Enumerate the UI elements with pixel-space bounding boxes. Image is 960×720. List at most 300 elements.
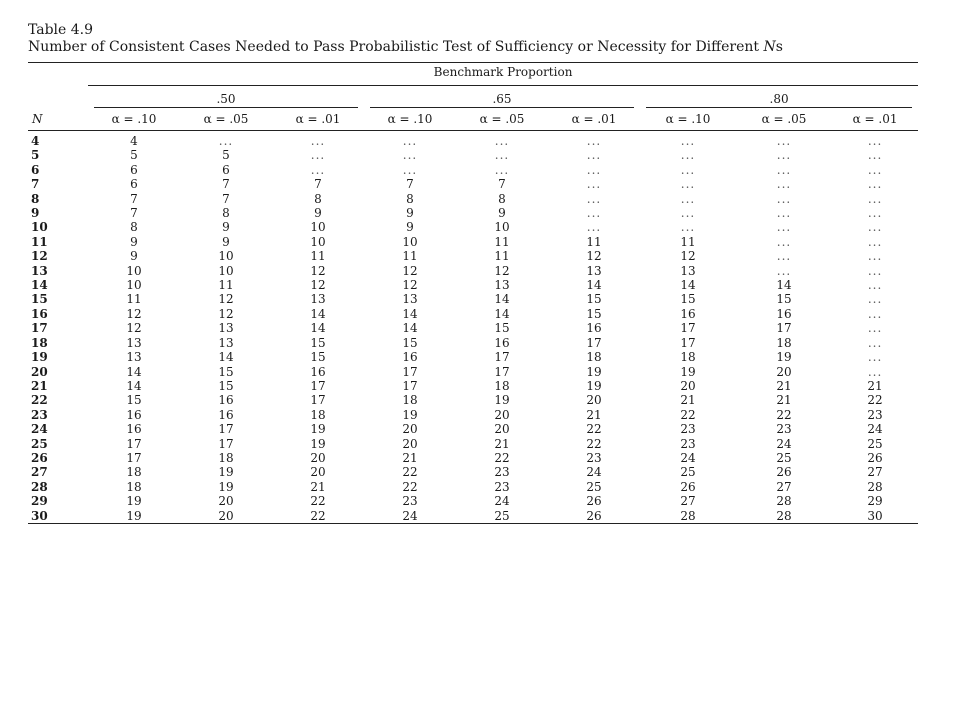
row-n-value: 26 [31, 450, 48, 465]
cell-value: 21 [494, 436, 510, 451]
cell-value: 22 [402, 465, 418, 480]
cell-value: ... [776, 249, 792, 264]
cell-value: 10 [218, 249, 234, 264]
cell-value: 11 [126, 292, 142, 307]
cell-value: 26 [548, 509, 640, 524]
cell-value: 19 [218, 479, 234, 494]
table-row [28, 278, 918, 292]
cell-value: 17 [218, 436, 234, 451]
cell-value: 28 [640, 509, 736, 524]
cell-value: 27 [776, 479, 792, 494]
cell-value: 14 [494, 306, 510, 321]
table-row [28, 307, 918, 321]
cell-value: 10 [126, 278, 142, 293]
cell-value: ... [867, 177, 883, 192]
cell-value: 17 [402, 378, 418, 393]
alpha-header: α = .01 [548, 108, 640, 131]
cell-value: 17 [310, 393, 326, 408]
cell-value: 24 [586, 465, 602, 480]
title-italic-n: N [763, 39, 776, 55]
cell-value: 20 [218, 494, 234, 509]
cell-value: 13 [310, 292, 326, 307]
cell-value: ... [867, 364, 883, 379]
row-n-value: 20 [31, 364, 48, 379]
cell-value: 19 [680, 364, 696, 379]
cell-value: ... [586, 220, 602, 235]
cell-value: 22 [680, 407, 696, 422]
cell-value: 21 [310, 479, 326, 494]
cell-value: 22 [494, 450, 510, 465]
cell-value: 21 [776, 378, 792, 393]
cell-value: 13 [126, 335, 142, 350]
cell-value: ... [867, 292, 883, 307]
cell-value: 29 [867, 494, 883, 509]
cell-value: 26 [586, 494, 602, 509]
cell-value: ... [867, 234, 883, 249]
cell-value: 16 [586, 321, 602, 336]
row-n-value: 11 [31, 234, 48, 249]
cell-value: 19 [88, 509, 180, 524]
cell-value: 27 [867, 465, 883, 480]
cell-value: 23 [494, 479, 510, 494]
cell-value: 16 [776, 306, 792, 321]
cell-value: ... [776, 220, 792, 235]
table-row [28, 249, 918, 263]
cell-value: 16 [126, 407, 142, 422]
cell-value: 15 [586, 306, 602, 321]
cell-value: ... [586, 148, 602, 163]
cell-value: 25 [680, 465, 696, 480]
cell-value: 14 [310, 306, 326, 321]
cell-value: 28 [867, 479, 883, 494]
cell-value: 17 [126, 436, 142, 451]
cell-value: 20 [402, 422, 418, 437]
cell-value: 14 [402, 321, 418, 336]
cell-value: 22 [586, 422, 602, 437]
cell-value: 9 [498, 206, 506, 221]
cell-value: 23 [776, 422, 792, 437]
cell-value: 16 [126, 422, 142, 437]
cell-value: 7 [130, 191, 138, 206]
alpha-header: α = .01 [832, 108, 918, 131]
cell-value: 23 [494, 465, 510, 480]
cell-value: 8 [130, 220, 138, 235]
cell-value: ... [867, 335, 883, 350]
cell-value: ... [680, 148, 696, 163]
cell-value: ... [867, 249, 883, 264]
cell-value: 18 [586, 350, 602, 365]
cell-value: 11 [494, 249, 510, 264]
cell-value: 18 [218, 450, 234, 465]
table-row [28, 163, 918, 177]
table-row [28, 148, 918, 162]
cell-value: 15 [776, 292, 792, 307]
table-label: Table 4.9 [28, 22, 94, 38]
cell-value: 12 [218, 292, 234, 307]
proportion-header-65: .65 [370, 92, 634, 108]
cell-value: 23 [680, 422, 696, 437]
row-n-value: 18 [31, 335, 48, 350]
alpha-header: α = .05 [736, 108, 832, 131]
cell-value: ... [776, 162, 792, 177]
cell-value: 24 [494, 494, 510, 509]
cell-value: ... [402, 148, 418, 163]
cell-value: 22 [402, 479, 418, 494]
row-n-value: 28 [31, 479, 48, 494]
cell-value: 21 [776, 393, 792, 408]
cell-value: ... [494, 134, 510, 148]
cell-value: ... [776, 263, 792, 278]
row-n-value: 8 [31, 191, 40, 206]
cell-value: 11 [402, 249, 418, 264]
benchmark-header: Benchmark Proportion [433, 65, 573, 79]
cell-value: ... [867, 321, 883, 336]
cell-value: 9 [130, 234, 138, 249]
alpha-header-row [28, 108, 918, 131]
table-row [28, 220, 918, 234]
cell-value: 12 [680, 249, 696, 264]
cell-value: ... [586, 177, 602, 192]
cell-value: 20 [310, 465, 326, 480]
cell-value: 20 [180, 509, 272, 524]
cell-value: 16 [494, 335, 510, 350]
cell-value: 16 [218, 393, 234, 408]
cell-value: 13 [218, 321, 234, 336]
cell-value: 9 [130, 249, 138, 264]
cell-value: 27 [680, 494, 696, 509]
row-n-value: 23 [31, 407, 48, 422]
row-n-value: 19 [31, 350, 48, 365]
cell-value: ... [776, 177, 792, 192]
table-row [28, 264, 918, 278]
cell-value: 28 [736, 509, 832, 524]
cell-value: ... [867, 148, 883, 163]
cell-value: 15 [586, 292, 602, 307]
cell-value: 19 [494, 393, 510, 408]
table-row [28, 393, 918, 407]
cell-value: 13 [494, 278, 510, 293]
table-row [28, 509, 918, 524]
cell-value: 19 [126, 494, 142, 509]
cell-value: 6 [222, 162, 230, 177]
cell-value: ... [494, 162, 510, 177]
cell-value: 20 [586, 393, 602, 408]
cell-value: 30 [832, 509, 918, 524]
cell-value: 22 [272, 509, 364, 524]
cell-value: 11 [680, 234, 696, 249]
cell-value: ... [867, 162, 883, 177]
cell-value: 10 [218, 263, 234, 278]
cell-value: 25 [456, 509, 548, 524]
cell-value: 22 [310, 494, 326, 509]
row-n-value: 12 [31, 249, 48, 264]
row-n-value: 7 [31, 177, 40, 192]
cell-value: 12 [126, 321, 142, 336]
row-n-value: 5 [31, 148, 40, 163]
cell-value: 7 [130, 206, 138, 221]
cell-value: 11 [218, 278, 234, 293]
table-container [28, 22, 918, 524]
cell-value: 17 [218, 422, 234, 437]
cell-value: 18 [680, 350, 696, 365]
cell-value: 14 [680, 278, 696, 293]
cell-value: 19 [776, 350, 792, 365]
table-row [28, 365, 918, 379]
cell-value: ... [680, 220, 696, 235]
cell-value: 12 [402, 278, 418, 293]
cell-value: 12 [310, 263, 326, 278]
cell-value: 11 [310, 249, 326, 264]
cell-value: 21 [586, 407, 602, 422]
cell-value: 15 [680, 292, 696, 307]
cell-value: 17 [126, 450, 142, 465]
cell-value: 17 [494, 364, 510, 379]
cell-value: 26 [680, 479, 696, 494]
data-table [28, 63, 918, 524]
cell-value: 17 [586, 335, 602, 350]
alpha-header: α = .01 [272, 108, 364, 131]
cell-value: ... [867, 134, 883, 148]
cell-value: 17 [680, 335, 696, 350]
table-row [28, 292, 918, 306]
cell-value: 12 [586, 249, 602, 264]
table-row [28, 131, 918, 149]
cell-value: 19 [402, 407, 418, 422]
row-n-value: 27 [31, 465, 48, 480]
cell-value: ... [586, 134, 602, 148]
row-n-value: 6 [31, 162, 40, 177]
cell-value: 9 [406, 206, 414, 221]
cell-value: 7 [222, 177, 230, 192]
cell-value: ... [680, 134, 696, 148]
cell-value: 15 [310, 350, 326, 365]
row-n-value: 9 [31, 206, 40, 221]
row-n-value: 24 [31, 422, 48, 437]
cell-value: ... [776, 148, 792, 163]
cell-value: 10 [494, 220, 510, 235]
cell-value: 10 [402, 234, 418, 249]
cell-value: 18 [402, 393, 418, 408]
cell-value: 4 [130, 134, 138, 148]
cell-value: 10 [310, 234, 326, 249]
cell-value: 7 [406, 177, 414, 192]
cell-value: 22 [776, 407, 792, 422]
table-row [28, 350, 918, 364]
cell-value: 18 [126, 479, 142, 494]
cell-value: 21 [680, 393, 696, 408]
row-n-value: 22 [31, 393, 48, 408]
cell-value: 24 [364, 509, 456, 524]
cell-value: 6 [130, 162, 138, 177]
cell-value: 7 [222, 191, 230, 206]
cell-value: 8 [222, 206, 230, 221]
table-row [28, 206, 918, 220]
cell-value: ... [680, 206, 696, 221]
cell-value: 5 [130, 148, 138, 163]
cell-value: 18 [494, 378, 510, 393]
cell-value: 24 [680, 450, 696, 465]
cell-value: 16 [680, 306, 696, 321]
alpha-header: α = .05 [180, 108, 272, 131]
cell-value: 13 [126, 350, 142, 365]
cell-value: 8 [314, 191, 322, 206]
cell-value: 17 [680, 321, 696, 336]
cell-value: 5 [222, 148, 230, 163]
row-n-value: 14 [31, 278, 48, 293]
cell-value: 14 [126, 378, 142, 393]
cell-value: 16 [310, 364, 326, 379]
cell-value: 15 [494, 321, 510, 336]
proportion-header-80: .80 [646, 92, 912, 108]
alpha-header: α = .10 [88, 108, 180, 131]
cell-value: ... [776, 206, 792, 221]
cell-value: 17 [310, 378, 326, 393]
cell-value: 17 [776, 321, 792, 336]
cell-value: 19 [586, 364, 602, 379]
cell-value: ... [680, 162, 696, 177]
cell-value: 24 [776, 436, 792, 451]
cell-value: ... [776, 234, 792, 249]
cell-value: 13 [586, 263, 602, 278]
cell-value: ... [776, 134, 792, 148]
cell-value: 28 [776, 494, 792, 509]
cell-value: 20 [494, 422, 510, 437]
cell-value: 13 [680, 263, 696, 278]
cell-value: 12 [126, 306, 142, 321]
cell-value: 11 [494, 234, 510, 249]
table-title [28, 39, 918, 56]
cell-value: ... [310, 148, 326, 163]
alpha-header: α = .10 [640, 108, 736, 131]
cell-value: 8 [406, 191, 414, 206]
table-row [28, 465, 918, 479]
table-row [28, 422, 918, 436]
cell-value: 13 [218, 335, 234, 350]
row-n-value: 25 [31, 436, 48, 451]
cell-value: 12 [494, 263, 510, 278]
cell-value: 9 [406, 220, 414, 235]
cell-value: ... [867, 206, 883, 221]
cell-value: 15 [310, 335, 326, 350]
cell-value: ... [867, 191, 883, 206]
cell-value: 6 [130, 177, 138, 192]
cell-value: 7 [498, 177, 506, 192]
cell-value: 12 [402, 263, 418, 278]
cell-value: ... [867, 263, 883, 278]
table-row [28, 379, 918, 393]
cell-value: 22 [586, 436, 602, 451]
title-text: Number of Consistent Cases Needed to Pass Probabilistic Test of Sufficiency or Necessity for Different [28, 39, 764, 55]
title-suffix: s [775, 39, 783, 55]
cell-value: ... [867, 220, 883, 235]
n-column-header: N [28, 108, 88, 131]
cell-value: 25 [586, 479, 602, 494]
cell-value: 10 [126, 263, 142, 278]
table-row [28, 192, 918, 206]
table-row [28, 494, 918, 508]
cell-value: ... [586, 191, 602, 206]
cell-value: 19 [310, 422, 326, 437]
cell-value: 20 [776, 364, 792, 379]
cell-value: ... [680, 177, 696, 192]
cell-value: 14 [218, 350, 234, 365]
cell-value: 14 [586, 278, 602, 293]
cell-value: 17 [494, 350, 510, 365]
row-n-value: 29 [31, 494, 48, 509]
table-row [28, 336, 918, 350]
table-row [28, 451, 918, 465]
cell-value: 23 [402, 494, 418, 509]
cell-value: 9 [314, 206, 322, 221]
alpha-header: α = .10 [364, 108, 456, 131]
cell-value: 7 [314, 177, 322, 192]
table-row [28, 480, 918, 494]
cell-value: 15 [126, 393, 142, 408]
cell-value: 14 [494, 292, 510, 307]
cell-value: 20 [680, 378, 696, 393]
cell-value: 20 [494, 407, 510, 422]
table-row [28, 235, 918, 249]
cell-value: 16 [218, 407, 234, 422]
cell-value: 23 [680, 436, 696, 451]
cell-value: 18 [126, 465, 142, 480]
table-row [28, 437, 918, 451]
cell-value: 26 [776, 465, 792, 480]
cell-value: 21 [867, 378, 883, 393]
cell-value: ... [402, 162, 418, 177]
cell-value: 20 [402, 436, 418, 451]
cell-value: 22 [867, 393, 883, 408]
cell-value: ... [494, 148, 510, 163]
cell-value: ... [867, 306, 883, 321]
table-row [28, 408, 918, 422]
cell-value: 15 [218, 378, 234, 393]
cell-value: ... [867, 278, 883, 293]
cell-value: ... [586, 206, 602, 221]
row-n-value: 15 [31, 292, 48, 307]
cell-value: 21 [402, 450, 418, 465]
row-n-value: 30 [28, 509, 88, 524]
cell-value: ... [310, 134, 326, 148]
cell-value: 25 [776, 450, 792, 465]
row-n-value: 17 [31, 321, 48, 336]
alpha-header: α = .05 [456, 108, 548, 131]
cell-value: 12 [310, 278, 326, 293]
cell-value: 24 [867, 422, 883, 437]
proportion-header-50: .50 [94, 92, 358, 108]
cell-value: 19 [310, 436, 326, 451]
row-n-value: 13 [31, 263, 48, 278]
cell-value: 18 [776, 335, 792, 350]
cell-value: 15 [402, 335, 418, 350]
cell-value: ... [867, 350, 883, 365]
cell-value: 23 [867, 407, 883, 422]
cell-value: 26 [867, 450, 883, 465]
cell-value: 19 [218, 465, 234, 480]
cell-value: ... [218, 134, 234, 148]
cell-value: 20 [310, 450, 326, 465]
cell-value: 10 [310, 220, 326, 235]
row-n-value: 10 [31, 220, 48, 235]
cell-value: ... [586, 162, 602, 177]
cell-value: 16 [402, 350, 418, 365]
cell-value: 14 [776, 278, 792, 293]
cell-value: 19 [586, 378, 602, 393]
table-row [28, 177, 918, 191]
cell-value: 8 [498, 191, 506, 206]
row-n-value: 16 [31, 306, 48, 321]
cell-value: ... [310, 162, 326, 177]
